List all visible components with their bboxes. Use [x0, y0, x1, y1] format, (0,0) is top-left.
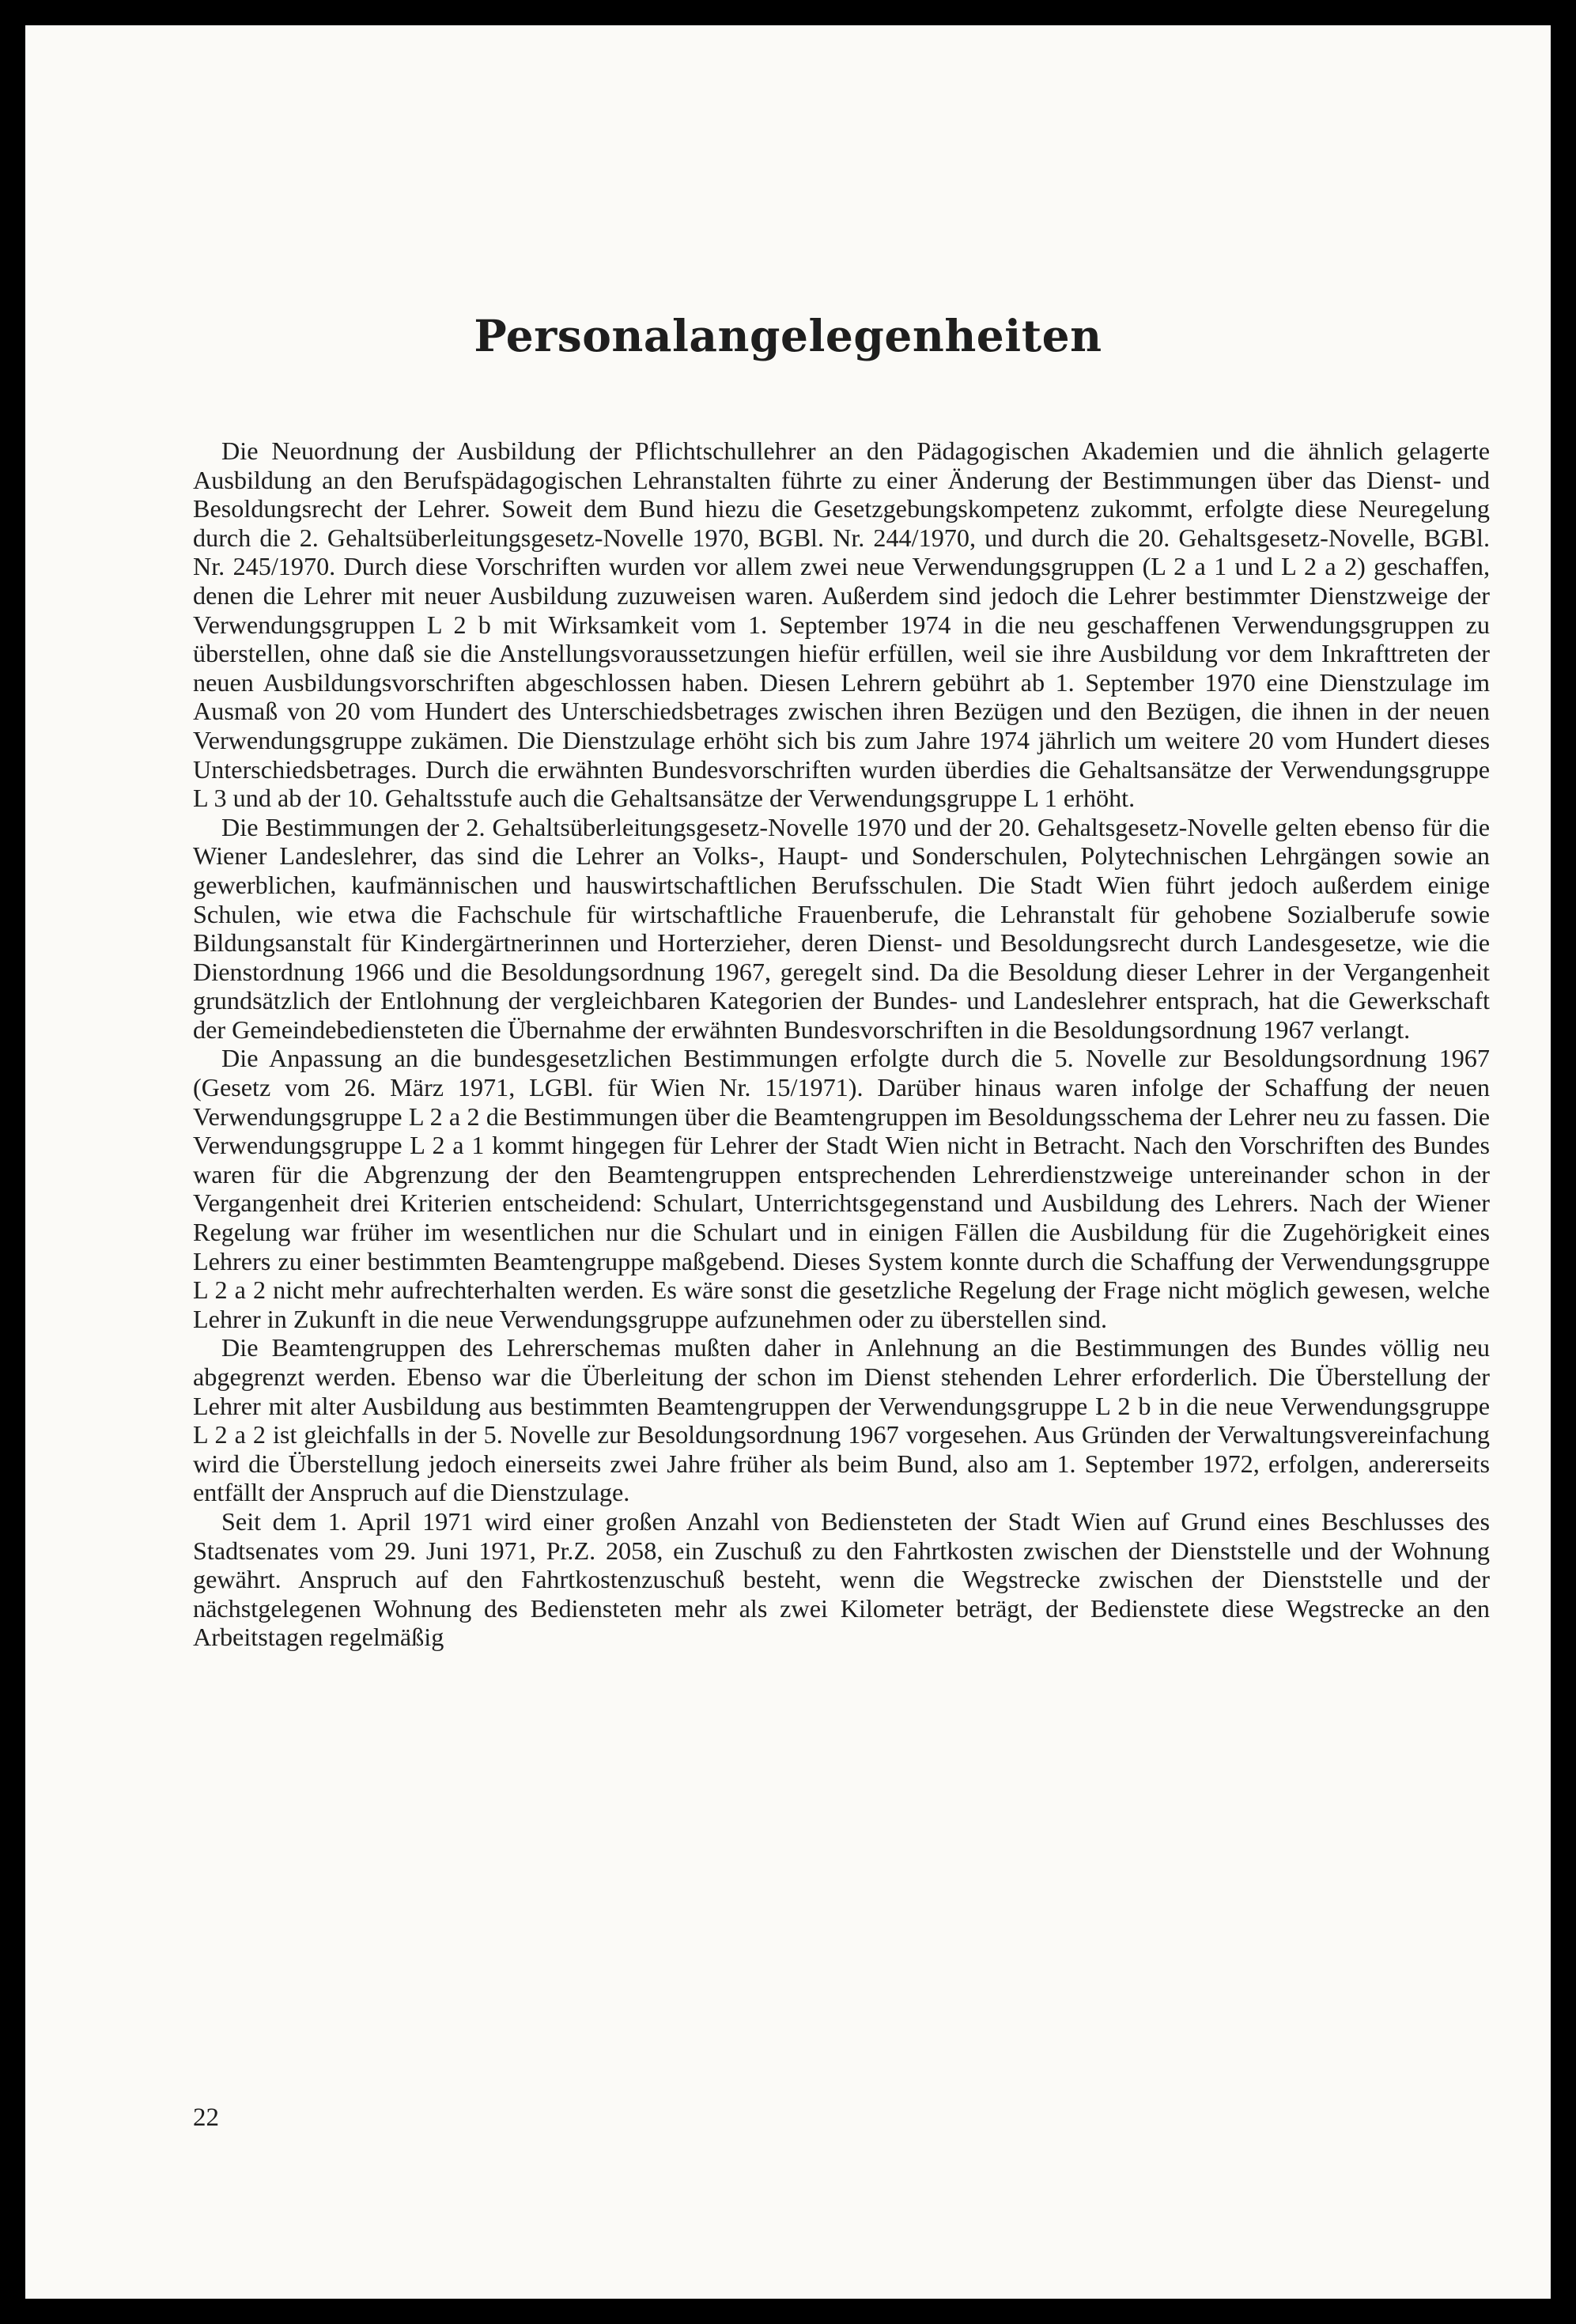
- paragraph-1: Die Neuordnung der Ausbildung der Pflichtschullehrer an den Pädagogischen Akademien und die ähnlich gelagerte Ausbildung an den Berufspädagogischen Lehranstalten führte zu einer Änderung der Bestimmungen über das Dienst- und Besoldungsrecht der Lehrer. Soweit dem Bund hiezu die Gesetzgebungskompetenz zukommt, erfolgte diese Neuregelung durch die 2. Gehaltsüberleitungsgesetz-Novelle 1970, BGBl. Nr. 244/1970, und durch die 20. Gehaltsgesetz-Novelle, BGBl. Nr. 245/1970. Durch diese Vorschriften wurden vor allem zwei neue Verwendungsgruppen (L 2 a 1 und L 2 a 2) geschaffen, denen die Lehrer mit neuer Ausbildung zuzuweisen waren. Außerdem sind jedoch die Lehrer bestimmter Dienstzweige der Verwendungsgruppen L 2 b mit Wirksamkeit vom 1. September 1974 in die neu geschaffenen Verwendungsgruppen zu überstellen, ohne daß sie die Anstellungsvoraussetzungen hiefür erfüllen, weil sie ihre Ausbildung vor dem Inkrafttreten der neuen Ausbildungsvorschriften abgeschlossen haben. Diesen Lehrern gebührt ab 1. September 1970 eine Dienstzulage im Ausmaß von 20 vom Hundert des Unterschiedsbetrages zwischen ihren Bezügen und den Bezügen, die ihnen in der neuen Verwendungsgruppe zukämen. Die Dienstzulage erhöht sich bis zum Jahre 1974 jährlich um weitere 20 vom Hundert dieses Unterschiedsbetrages. Durch die erwähnten Bundesvorschriften wurden überdies die Gehaltsansätze der Verwendungsgruppe L 3 und ab der 10. Gehaltsstufe auch die Gehaltsansätze der Verwendungsgruppe L 1 erhöht.: [193, 436, 1490, 813]
- paragraph-4: Die Beamtengruppen des Lehrerschemas mußten daher in Anlehnung an die Bestimmungen des Bundes völlig neu abgegrenzt werden. Ebenso war die Überleitung der schon im Dienst stehenden Lehrer erforderlich. Die Überstellung der Lehrer mit alter Ausbildung aus bestimmten Beamtengruppen der Verwendungsgruppe L 2 b in die neue Verwendungsgruppe L 2 a 2 ist gleichfalls in der 5. Novelle zur Besoldungsordnung 1967 vorgesehen. Aus Gründen der Verwaltungsvereinfachung wird die Überstellung jedoch einerseits zwei Jahre früher als beim Bund, also am 1. September 1972, erfolgen, andererseits entfällt der Anspruch auf die Dienstzulage.: [193, 1333, 1490, 1507]
- paragraph-5: Seit dem 1. April 1971 wird einer großen Anzahl von Bediensteten der Stadt Wien auf Grund eines Beschlusses des Stadtsenates vom 29. Juni 1971, Pr.Z. 2058, ein Zuschuß zu den Fahrtkosten zwischen der Dienststelle und der Wohnung gewährt. Anspruch auf den Fahrtkostenzuschuß besteht, wenn die Wegstrecke zwischen der Dienststelle und der nächstgelegenen Wohnung des Bediensteten mehr als zwei Kilometer beträgt, der Bedienstete diese Wegstrecke an den Arbeitstagen regelmäßig: [193, 1506, 1490, 1652]
- page-number: 22: [193, 2103, 219, 2132]
- paragraph-2: Die Bestimmungen der 2. Gehaltsüberleitungsgesetz-Novelle 1970 und der 20. Gehaltsgesetz-Novelle gelten ebenso für die Wiener Landeslehrer, das sind die Lehrer an Volks-, Haupt- und Sonderschulen, Polytechnischen Lehrgängen sowie an gewerblichen, kaufmännischen und hauswirtschaftlichen Berufsschulen. Die Stadt Wien führt jedoch außerdem einige Schulen, wie etwa die Fachschule für wirtschaftliche Frauenberufe, die Lehranstalt für gehobene Sozialberufe sowie Bildungsanstalt für Kindergärtnerinnen und Horterzieher, deren Dienst- und Besoldungsrecht durch Landesgesetze, wie die Dienstordnung 1966 und die Besoldungsordnung 1967, geregelt sind. Da die Besoldung dieser Lehrer in der Vergangenheit grundsätzlich der Entlohnung der vergleichbaren Kategorien der Bundes- und Landeslehrer entsprach, hat die Gewerkschaft der Gemeindebediensteten die Übernahme der erwähnten Bundesvorschriften in die Besoldungsordnung 1967 verlangt.: [193, 812, 1490, 1044]
- document-page: [25, 25, 1551, 2299]
- body-text: [193, 436, 1490, 1652]
- page-title: Personalangelegenheiten: [474, 310, 1102, 361]
- paragraph-3: Die Anpassung an die bundesgesetzlichen Bestimmungen erfolgte durch die 5. Novelle zur Besoldungsordnung 1967 (Gesetz vom 26. März 1971, LGBl. für Wien Nr. 15/1971). Darüber hinaus waren infolge der Schaffung der neuen Verwendungsgruppe L 2 a 2 die Bestimmungen über die Beamtengruppen im Besoldungsschema der Lehrer neu zu fassen. Die Verwendungsgruppe L 2 a 1 kommt hingegen für Lehrer der Stadt Wien nicht in Betracht. Nach den Vorschriften des Bundes waren für die Abgrenzung der den Beamtengruppen entsprechenden Lehrerdienstzweige untereinander schon in der Vergangenheit drei Kriterien entscheidend: Schulart, Unterrichtsgegenstand und Ausbildung des Lehrers. Nach der Wiener Regelung war früher im wesentlichen nur die Schulart und in einigen Fällen die Ausbildung für die Zugehörigkeit eines Lehrers zu einer bestimmten Beamtengruppe maßgebend. Dieses System konnte durch die Schaffung der Verwendungsgruppe L 2 a 2 nicht mehr aufrechterhalten werden. Es wäre sonst die gesetzliche Regelung der Frage nicht möglich gewesen, welche Lehrer in Zukunft in die neue Verwendungsgruppe aufzunehmen oder zu überstellen sind.: [193, 1044, 1490, 1333]
